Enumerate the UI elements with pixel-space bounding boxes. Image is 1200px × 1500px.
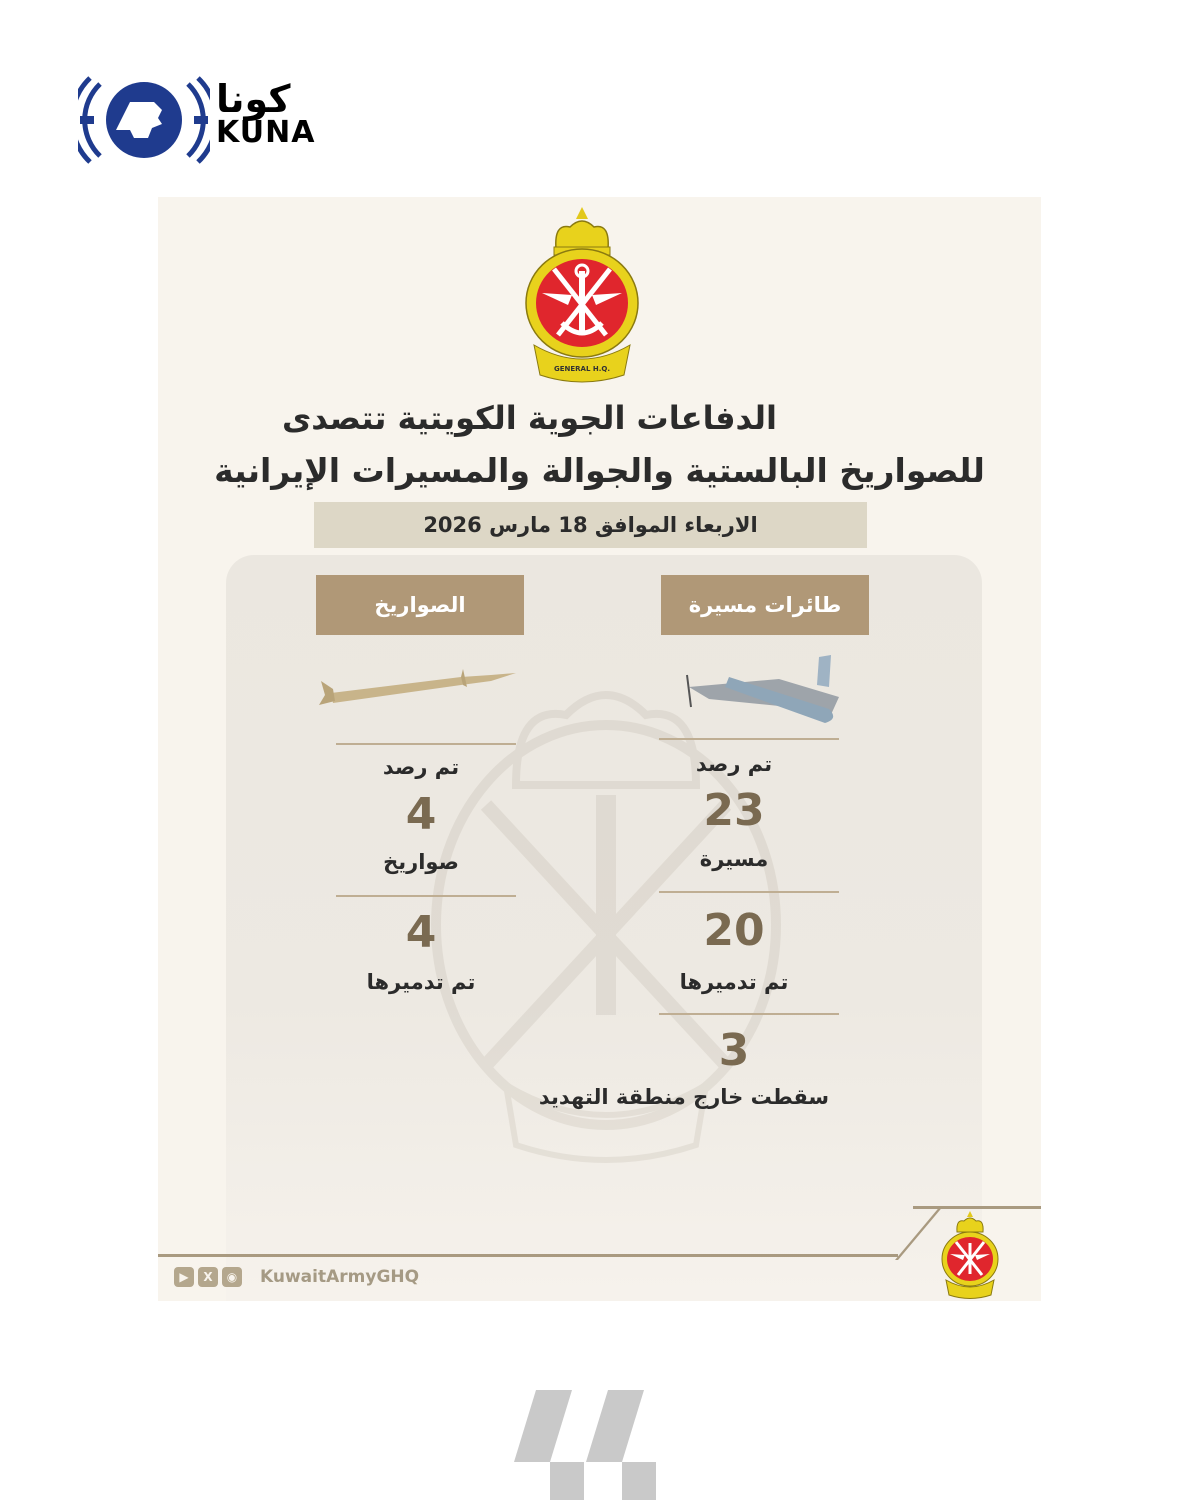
- drones-header: طائرات مسيرة: [661, 575, 869, 635]
- drones-destroyed-count: 20: [703, 905, 765, 956]
- infographic-card: [158, 197, 1041, 1301]
- kuna-emblem-icon: [78, 72, 210, 168]
- divider: [659, 738, 839, 740]
- divider: [336, 895, 516, 897]
- instagram-icon[interactable]: ◉: [222, 1267, 242, 1287]
- missiles-destroyed-label: تم تدميرها: [366, 970, 476, 994]
- general-hq-emblem-icon: [520, 205, 644, 385]
- missiles-unit-label: صواريخ: [383, 850, 459, 874]
- missiles-destroyed-count: 4: [405, 907, 437, 958]
- drones-detected-count: 23: [703, 785, 765, 836]
- social-links: [174, 1267, 419, 1287]
- social-handle[interactable]: KuwaitArmyGHQ: [260, 1267, 420, 1287]
- title-line-2: للصواريخ البالستية والجوالة والمسيرات الإيرانية: [214, 451, 985, 490]
- general-hq-emblem-small-icon: [938, 1210, 1002, 1300]
- youtube-icon[interactable]: ▶: [174, 1267, 194, 1287]
- drones-destroyed-label: تم تدميرها: [679, 970, 789, 994]
- divider: [659, 1013, 839, 1015]
- title-line-1: الدفاعات الجوية الكويتية تتصدى: [281, 399, 778, 437]
- kuna-brand-english: KUNA: [216, 115, 316, 150]
- divider: [659, 891, 839, 893]
- drones-fell-outside-label: سقطت خارج منطقة التهديد: [538, 1085, 830, 1109]
- footer-divider-top: [913, 1206, 1041, 1209]
- drones-unit-label: مسيرة: [699, 847, 769, 871]
- drones-detected-label: تم رصد: [695, 752, 773, 776]
- kuna-brand-arabic: كونا: [216, 77, 291, 121]
- divider: [336, 743, 516, 745]
- footer-divider: [158, 1254, 898, 1257]
- missile-image-icon: [311, 647, 521, 737]
- quote-mark-icon: [508, 1390, 658, 1500]
- missiles-detected-count: 4: [405, 789, 437, 840]
- svg-text:GENERAL H.Q.: GENERAL H.Q.: [554, 365, 610, 373]
- drones-fell-outside-count: 3: [718, 1025, 750, 1076]
- x-icon[interactable]: X: [198, 1267, 218, 1287]
- date-bar: الاربعاء الموافق 18 مارس 2026: [314, 502, 867, 548]
- missiles-detected-label: تم رصد: [382, 755, 460, 779]
- stats-panel: [226, 555, 982, 1301]
- missiles-header: الصواريخ: [316, 575, 524, 635]
- drone-image-icon: [669, 647, 859, 737]
